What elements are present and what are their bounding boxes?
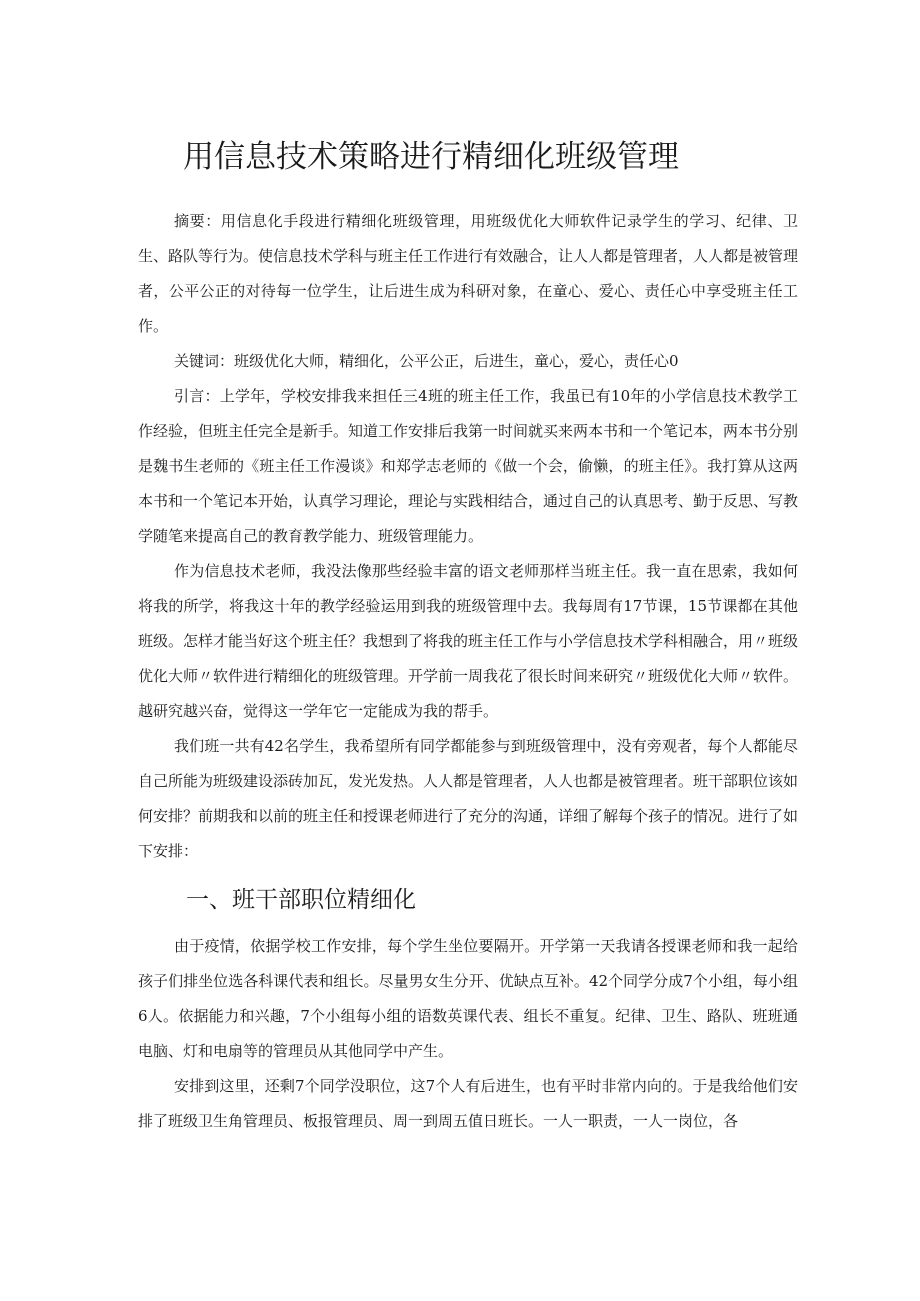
body-paragraph-2: 作为信息技术老师，我没法像那些经验丰富的语文老师那样当班主任。我一直在思索，我如何将我的所学，将我这十年的教学经验运用到我的班级管理中去。我每周有17节课，15节课都在其他班级。怎样才能当好这个班主任？我想到了将我的班主任工作与小学信息技术学科相融合，用〃班级优化大师〃软件进行精细化的班级管理。开学前一周我花了很长时间来研究〃班级优化大师〃软件。越研究越兴奋，觉得这一学年它一定能成为我的帮手。 [138, 562, 799, 720]
body-paragraph-4: 由于疫情，依据学校工作安排，每个学生坐位要隔开。开学第一天我请各授课老师和我一起给孩子们排坐位选各科课代表和组长。尽量男女生分开、优缺点互补。42个同学分成7个小组，每小组6人。依据能力和兴趣，7个小组每小组的语数英课代表、组长不重复。纪律、卫生、路队、班班通电脑、灯和电扇等的管理员从其他同学中产生。 [138, 937, 798, 1060]
intro-paragraph: 引言：上学年，学校安排我来担任三4班的班主任工作，我虽已有10年的小学信息技术教学工作经验，但班主任完全是新手。知道工作安排后我第一时间就买来两本书和一个笔记本，两本书分别是魏书生老师的《班主任工作漫谈》和郑学志老师的《做一个会，偷懒，的班主任》。我打算从这两本书和一个笔记本开始，认真学习理论，理论与实践相结合，通过自己的认真思考、勤于反思、写教学随笔来提高自己的教育教学能力、班级管理能力。 [138, 387, 799, 545]
keywords-paragraph: 关键词：班级优化大师，精细化，公平公正，后进生，童心，爱心，责任心0 [174, 352, 679, 370]
abstract-paragraph: 摘要：用信息化手段进行精细化班级管理，用班级优化大师软件记录学生的学习、纪律、卫生、路队等行为。使信息技术学科与班主任工作进行有效融合，让人人都是管理者，人人都是被管理者，公平公正的对待每一位学生，让后进生成为科研对象，在童心、爱心、责任心中享受班主任工作。 [138, 212, 799, 335]
document-title: 用信息技术策略进行精细化班级管理 [183, 138, 679, 175]
body-paragraph-5: 安排到这里，还剩7个同学没职位，这7个人有后进生，也有平时非常内向的。于是我给他们安排了班级卫生角管理员、板报管理员、周一到周五值日班长。一人一职责，一人一岗位，各 [138, 1077, 798, 1130]
body-paragraph-3: 我们班一共有42名学生，我希望所有同学都能参与到班级管理中，没有旁观者，每个人都能尽自己所能为班级建设添砖加瓦，发光发热。人人都是管理者，人人也都是被管理者。班干部职位该如何安排？前期我和以前的班主任和授课老师进行了充分的沟通，详细了解每个孩子的情况。进行了如下安排： [138, 737, 799, 860]
section-heading-1: 一、班干部职位精细化 [186, 887, 416, 913]
document-body [138, 204, 798, 1139]
